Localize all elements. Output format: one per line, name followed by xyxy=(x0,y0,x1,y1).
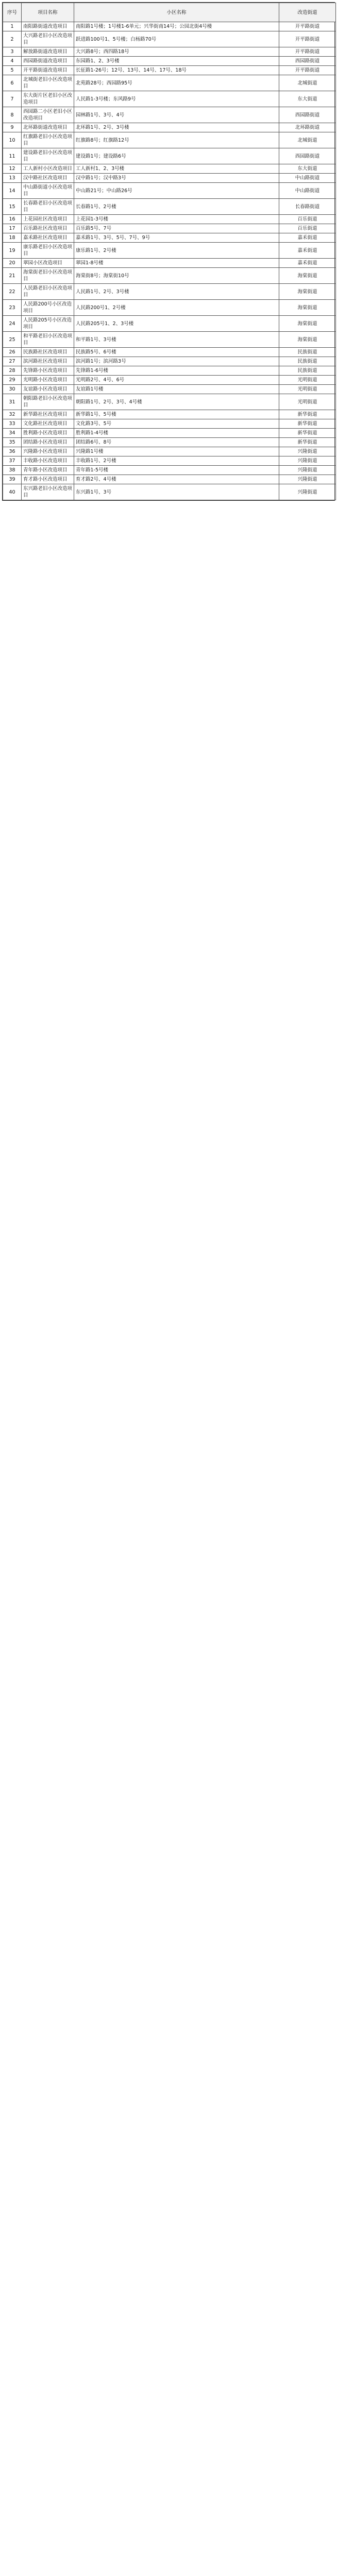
cell-index: 6 xyxy=(3,75,22,91)
cell-project: 文化路社区改造项目 xyxy=(22,419,74,429)
cell-index: 15 xyxy=(3,199,22,215)
cell-street: 民族街道 xyxy=(279,348,336,357)
cell-project: 海棠街老旧小区改造项目 xyxy=(22,268,74,284)
cell-index: 27 xyxy=(3,357,22,366)
cell-community: 民族路5号、6号楼 xyxy=(74,348,279,357)
cell-project: 育才路小区改造项目 xyxy=(22,475,74,484)
cell-community: 丰收路1号、2号楼 xyxy=(74,456,279,466)
cell-index: 24 xyxy=(3,316,22,332)
table-row xyxy=(3,215,336,224)
table-row xyxy=(3,75,336,91)
cell-index: 34 xyxy=(3,429,22,438)
cell-project: 朝阳路老旧小区改造项目 xyxy=(22,394,74,410)
cell-street: 东大街道 xyxy=(279,164,336,174)
cell-street: 嘉禾街道 xyxy=(279,233,336,243)
cell-index: 25 xyxy=(3,332,22,348)
cell-project: 汉中路社区改造项目 xyxy=(22,174,74,183)
table-row xyxy=(3,123,336,132)
cell-community: 文化路3号、5号 xyxy=(74,419,279,429)
cell-project: 人民路200号小区改造项目 xyxy=(22,300,74,316)
table-row xyxy=(3,466,336,475)
header-community: 小区名称 xyxy=(74,3,279,22)
cell-street: 中山路街道 xyxy=(279,183,336,199)
table-row xyxy=(3,348,336,357)
cell-index: 5 xyxy=(3,66,22,75)
table-row xyxy=(3,107,336,123)
cell-street: 海棠街道 xyxy=(279,300,336,316)
cell-project: 民族路社区改造项目 xyxy=(22,348,74,357)
cell-project: 新华路社区改造项目 xyxy=(22,410,74,419)
table-row xyxy=(3,332,336,348)
cell-index: 29 xyxy=(3,376,22,385)
cell-community: 翠园1-8号楼 xyxy=(74,259,279,268)
cell-street: 兴隆街道 xyxy=(279,484,336,500)
cell-street: 兴隆街道 xyxy=(279,466,336,475)
cell-street: 光明街道 xyxy=(279,394,336,410)
cell-community: 长征路1-26号；12号、13号、14号、17号、18号 xyxy=(74,66,279,75)
cell-community: 康乐路1号、2号楼 xyxy=(74,243,279,259)
cell-project: 百乐路社区改造项目 xyxy=(22,224,74,233)
table-row xyxy=(3,174,336,183)
cell-community: 友谊路1号楼 xyxy=(74,385,279,394)
cell-community: 东园路1、2、3号楼 xyxy=(74,57,279,66)
cell-community: 光明路2号、4号、6号 xyxy=(74,376,279,385)
table-row xyxy=(3,284,336,300)
cell-community: 汉中路1号；汉中路3号 xyxy=(74,174,279,183)
cell-index: 32 xyxy=(3,410,22,419)
table-row xyxy=(3,419,336,429)
header-project: 项目名称 xyxy=(22,3,74,22)
table-row xyxy=(3,164,336,174)
cell-street: 民族街道 xyxy=(279,366,336,376)
cell-community: 育才路2号、4号楼 xyxy=(74,475,279,484)
table-row xyxy=(3,475,336,484)
cell-street: 海棠街道 xyxy=(279,332,336,348)
table-row xyxy=(3,357,336,366)
table-row xyxy=(3,484,336,500)
cell-street: 嘉禾街道 xyxy=(279,259,336,268)
cell-community: 青年路1-5号楼 xyxy=(74,466,279,475)
table-row xyxy=(3,224,336,233)
cell-index: 10 xyxy=(3,132,22,148)
cell-community: 海棠街8号；海棠街10号 xyxy=(74,268,279,284)
cell-index: 30 xyxy=(3,385,22,394)
cell-community: 北苑路28号；西园路95号 xyxy=(74,75,279,91)
cell-index: 35 xyxy=(3,438,22,447)
table-row xyxy=(3,376,336,385)
project-table xyxy=(3,3,336,500)
cell-project: 东大街片区老旧小区改造项目 xyxy=(22,91,74,107)
table-row xyxy=(3,233,336,243)
cell-street: 新华街道 xyxy=(279,419,336,429)
cell-community: 人民路200号1、2号楼 xyxy=(74,300,279,316)
cell-street: 嘉禾街道 xyxy=(279,243,336,259)
table-row xyxy=(3,259,336,268)
cell-community: 建设路1号；建设路6号 xyxy=(74,148,279,164)
table-row xyxy=(3,456,336,466)
cell-project: 兴隆路小区改造项目 xyxy=(22,447,74,456)
cell-street: 新华街道 xyxy=(279,438,336,447)
cell-street: 海棠街道 xyxy=(279,284,336,300)
cell-index: 12 xyxy=(3,164,22,174)
cell-index: 28 xyxy=(3,366,22,376)
cell-community: 大兴路8号；西四路18号 xyxy=(74,47,279,57)
header-index: 序号 xyxy=(3,3,22,22)
cell-project: 大兴路老旧小区改造项目 xyxy=(22,31,74,47)
table-row xyxy=(3,183,336,199)
cell-index: 8 xyxy=(3,107,22,123)
cell-street: 光明街道 xyxy=(279,385,336,394)
cell-project: 北城街老旧小区改造项目 xyxy=(22,75,74,91)
table-row xyxy=(3,243,336,259)
header-street: 改造街道 xyxy=(279,3,336,22)
cell-index: 23 xyxy=(3,300,22,316)
cell-street: 北城街道 xyxy=(279,75,336,91)
table-row xyxy=(3,22,336,31)
cell-community: 东兴路1号、3号 xyxy=(74,484,279,500)
cell-community: 百乐路5号、7号 xyxy=(74,224,279,233)
cell-project: 人民路老旧小区改造项目 xyxy=(22,284,74,300)
cell-street: 开平路街道 xyxy=(279,47,336,57)
cell-street: 新华街道 xyxy=(279,429,336,438)
cell-index: 20 xyxy=(3,259,22,268)
cell-community: 园林路1号、3号、4号 xyxy=(74,107,279,123)
cell-project: 嘉禾路社区改造项目 xyxy=(22,233,74,243)
cell-index: 7 xyxy=(3,91,22,107)
cell-community: 和平路1号、3号楼 xyxy=(74,332,279,348)
cell-project: 友谊路小区改造项目 xyxy=(22,385,74,394)
cell-community: 朝阳路1号、2号、3号、4号楼 xyxy=(74,394,279,410)
cell-index: 3 xyxy=(3,47,22,57)
table-row xyxy=(3,57,336,66)
cell-index: 2 xyxy=(3,31,22,47)
cell-street: 长春路街道 xyxy=(279,199,336,215)
cell-street: 兴隆街道 xyxy=(279,456,336,466)
cell-community: 工人新村1、2、3号楼 xyxy=(74,164,279,174)
table-row xyxy=(3,438,336,447)
project-table-sheet xyxy=(2,2,335,501)
table-row xyxy=(3,316,336,332)
cell-community: 上花园1-3号楼 xyxy=(74,215,279,224)
cell-street: 西园路街道 xyxy=(279,148,336,164)
table-row xyxy=(3,366,336,376)
table-row xyxy=(3,47,336,57)
cell-community: 人民路1号、2号、3号楼 xyxy=(74,284,279,300)
cell-index: 36 xyxy=(3,447,22,456)
cell-project: 胜利路小区改造项目 xyxy=(22,429,74,438)
cell-project: 西园路二小区老旧小区改造项目 xyxy=(22,107,74,123)
cell-project: 光明路小区改造项目 xyxy=(22,376,74,385)
cell-index: 9 xyxy=(3,123,22,132)
cell-project: 东兴路老旧小区改造项目 xyxy=(22,484,74,500)
cell-community: 团结路6号、8号 xyxy=(74,438,279,447)
table-row xyxy=(3,199,336,215)
cell-project: 红旗路老旧小区改造项目 xyxy=(22,132,74,148)
cell-project: 中山路街道小区改造项目 xyxy=(22,183,74,199)
cell-project: 北环路街道改造项目 xyxy=(22,123,74,132)
cell-project: 翠园小区改造项目 xyxy=(22,259,74,268)
cell-community: 人民路1-3号楼；东风路9号 xyxy=(74,91,279,107)
cell-street: 兴隆街道 xyxy=(279,447,336,456)
cell-street: 北城街道 xyxy=(279,132,336,148)
cell-project: 和平路老旧小区改造项目 xyxy=(22,332,74,348)
cell-street: 北环路街道 xyxy=(279,123,336,132)
cell-community: 嘉禾路1号、3号、5号、7号、9号 xyxy=(74,233,279,243)
table-row xyxy=(3,132,336,148)
table-row xyxy=(3,394,336,410)
cell-community: 中山路21号；中山路26号 xyxy=(74,183,279,199)
cell-street: 西园路街道 xyxy=(279,57,336,66)
cell-index: 40 xyxy=(3,484,22,500)
table-row xyxy=(3,385,336,394)
cell-project: 滨河路社区改造项目 xyxy=(22,357,74,366)
cell-project: 长春路老旧小区改造项目 xyxy=(22,199,74,215)
cell-index: 38 xyxy=(3,466,22,475)
table-row xyxy=(3,66,336,75)
cell-street: 民族街道 xyxy=(279,357,336,366)
cell-index: 33 xyxy=(3,419,22,429)
cell-street: 开平路街道 xyxy=(279,22,336,31)
cell-index: 21 xyxy=(3,268,22,284)
cell-index: 14 xyxy=(3,183,22,199)
table-row xyxy=(3,300,336,316)
cell-community: 北环路1号、2号、3号楼 xyxy=(74,123,279,132)
cell-project: 团结路小区改造项目 xyxy=(22,438,74,447)
cell-project: 西园路街道改造项目 xyxy=(22,57,74,66)
cell-community: 滨河路1号；滨河路3号 xyxy=(74,357,279,366)
table-row xyxy=(3,447,336,456)
cell-street: 东大街道 xyxy=(279,91,336,107)
cell-project: 上花园社区改造项目 xyxy=(22,215,74,224)
cell-street: 开平路街道 xyxy=(279,31,336,47)
table-row xyxy=(3,410,336,419)
cell-community: 红旗路8号；红旗路12号 xyxy=(74,132,279,148)
cell-index: 31 xyxy=(3,394,22,410)
cell-index: 37 xyxy=(3,456,22,466)
cell-community: 兴隆路1号楼 xyxy=(74,447,279,456)
cell-project: 南阳路街道改造项目 xyxy=(22,22,74,31)
cell-project: 建设路老旧小区改造项目 xyxy=(22,148,74,164)
cell-community: 新华路1号、5号楼 xyxy=(74,410,279,419)
table-row xyxy=(3,429,336,438)
cell-index: 16 xyxy=(3,215,22,224)
cell-index: 26 xyxy=(3,348,22,357)
cell-street: 中山路街道 xyxy=(279,174,336,183)
cell-community: 先锋路1-6号楼 xyxy=(74,366,279,376)
cell-street: 西园路街道 xyxy=(279,107,336,123)
cell-project: 先锋路小区改造项目 xyxy=(22,366,74,376)
cell-index: 4 xyxy=(3,57,22,66)
cell-index: 18 xyxy=(3,233,22,243)
cell-index: 22 xyxy=(3,284,22,300)
cell-community: 胜利路1-4号楼 xyxy=(74,429,279,438)
cell-community: 长春路1号、2号楼 xyxy=(74,199,279,215)
table-row xyxy=(3,268,336,284)
cell-street: 海棠街道 xyxy=(279,268,336,284)
cell-project: 人民路205号小区改造项目 xyxy=(22,316,74,332)
cell-index: 11 xyxy=(3,148,22,164)
table-row xyxy=(3,31,336,47)
cell-index: 17 xyxy=(3,224,22,233)
cell-street: 百乐街道 xyxy=(279,224,336,233)
cell-street: 光明街道 xyxy=(279,376,336,385)
table-header-row xyxy=(3,3,336,22)
cell-project: 工人新村小区改造项目 xyxy=(22,164,74,174)
cell-community: 人民路205号1、2、3号楼 xyxy=(74,316,279,332)
cell-street: 开平路街道 xyxy=(279,66,336,75)
cell-project: 青年路小区改造项目 xyxy=(22,466,74,475)
table-row xyxy=(3,91,336,107)
cell-community: 南阳路1号楼；1号楼1-6单元；兴华街南14号；公园北街4号楼 xyxy=(74,22,279,31)
table-row xyxy=(3,148,336,164)
cell-street: 百乐街道 xyxy=(279,215,336,224)
cell-street: 新华街道 xyxy=(279,410,336,419)
cell-index: 19 xyxy=(3,243,22,259)
cell-community: 跃进路100号1、5号楼；白杨路70号 xyxy=(74,31,279,47)
cell-project: 解放路街道改造项目 xyxy=(22,47,74,57)
cell-project: 丰收路小区改造项目 xyxy=(22,456,74,466)
cell-index: 39 xyxy=(3,475,22,484)
cell-street: 海棠街道 xyxy=(279,316,336,332)
cell-index: 1 xyxy=(3,22,22,31)
cell-index: 13 xyxy=(3,174,22,183)
cell-street: 兴隆街道 xyxy=(279,475,336,484)
cell-project: 开平路街道改造项目 xyxy=(22,66,74,75)
cell-project: 康乐路老旧小区改造项目 xyxy=(22,243,74,259)
